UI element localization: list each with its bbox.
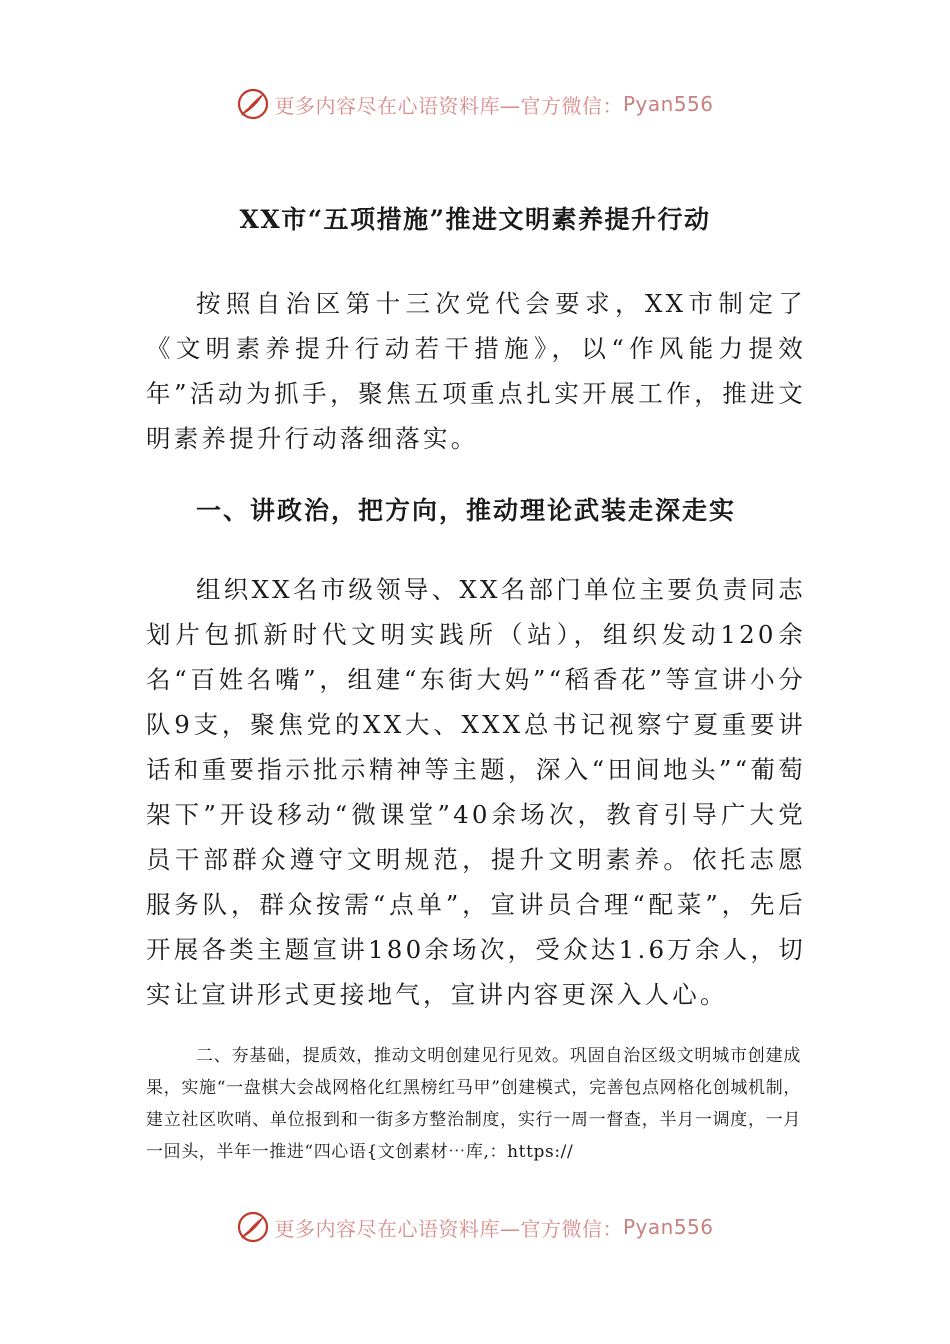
section-2-paragraph: 二、夯基础，提质效，推动文明创建见行见效。巩固自治区级文明城市创建成果，实施“一盘棋大会战网格化红黑榜红马甲”创建模式，完善包点网格化创城机制，建立社区吹哨、单位报到和一街多方整治制度，实行一周一督查，半月一调度，一月一回头，半年一推进“四心语{文创素材⋯库,：https:// [146,1046,801,1162]
header-watermark [0,84,950,124]
quill-logo-icon [236,1210,270,1244]
document-title: XX市“五项措施”推进文明素养提升行动 [239,205,711,234]
footer-watermark [0,1207,950,1247]
watermark-handle: Pyan556 [622,92,714,116]
watermark-text: 更多内容尽在心语资料库—官方微信： [274,93,623,118]
section-1-heading: 一、讲政治，把方向，推动理论武装走深走实 [196,496,737,525]
quill-logo-icon [236,87,270,121]
section-1-body: 组织XX名市级领导、XX名部门单位主要负责同志划片包抓新时代文明实践所（站），组织发动120余名“百姓名嘴”，组建“东街大妈”“稻香花”等宣讲小分队9支，聚焦党的XX大、XXX总书记视察宁夏重要讲话和重要指示批示精神等主题，深入“田间地头”“葡萄架下”开设移动“微课堂”40余场次，教育引导广大党员干部群众遵守文明规范，提升文明素养。依托志愿服务队，群众按需“点单”，宣讲员合理“配菜”，先后开展各类主题宣讲180余场次，受众达1.6万余人，切实让宣讲形式更接地气，宣讲内容更深入人心。 [146,575,806,1009]
watermark-text: 更多内容尽在心语资料库—官方微信： [274,1216,623,1241]
watermark-handle: Pyan556 [622,1215,714,1239]
intro-paragraph: 按照自治区第十三次党代会要求，XX市制定了《文明素养提升行动若干措施》，以“作风能力提效年”活动为抓手，聚焦五项重点扎实开展工作，推进文明素养提升行动落细落实。 [146,289,806,453]
